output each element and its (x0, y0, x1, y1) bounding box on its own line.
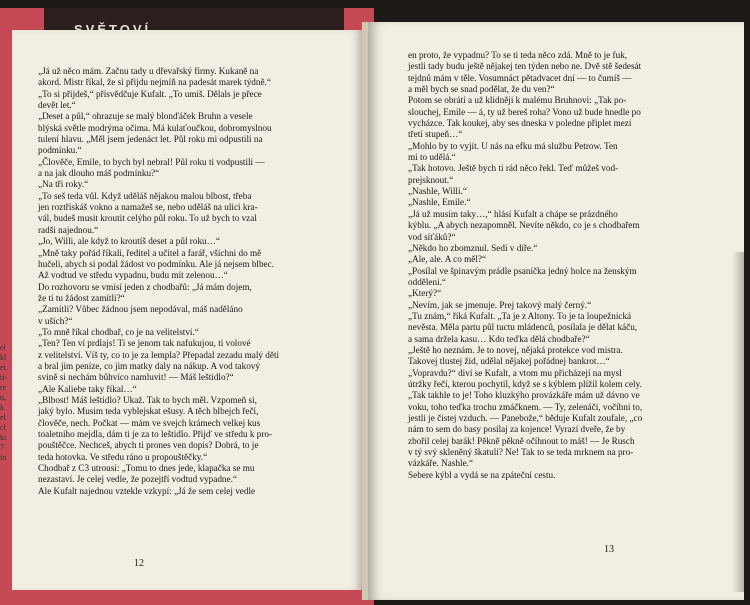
edge-text-fragment: cl (0, 423, 6, 432)
text-line: nevěsta. Měla partu půl tuctu mládenců, posílala je dělat káču, (408, 322, 638, 333)
text-line: voku, toho teďka trochu zmáčknem. — Ty, zelenáči, vočíhni to, (408, 401, 643, 412)
edge-text-fragment: kl (0, 353, 7, 362)
text-line: „Vopravdu?“ diví se Kufalt, a vtom mu přicházejí na mysl (408, 367, 622, 378)
text-line: zbořil celej barák! Pěkně pěkně očíhnout to máš! — Je Rusch (408, 435, 635, 446)
text-line: vycházce. Tak koukej, aby ses dneska v poledne připlet mezi (408, 118, 632, 129)
edge-text-fragment: in (0, 453, 7, 462)
text-line: Do rozhovoru se vmísí jeden z chodbařů: „Já mám dojem, (38, 281, 252, 292)
text-line: svině si nechám bůhvíco namluvit! — Máš leštidlo?“ (38, 372, 234, 383)
text-line: „Posílal ve špinavým prádle psaníčka jedný holce na ženským (408, 265, 637, 276)
text-line: kýblu. „A abych nezapomněl. Nevíte někdo, co je s chodbařem (408, 220, 640, 231)
text-line: jaký bylo. Musim teda vyblejskat ešusy. A těch blbejch řečí, (38, 406, 259, 417)
text-line: oddělení.“ (408, 276, 447, 287)
text-line: podmínku.“ (38, 145, 82, 156)
edge-text-fragment: el (0, 343, 6, 352)
edge-text-fragment: ki (0, 433, 7, 442)
text-line: „Který?“ (408, 288, 442, 299)
text-line: radši najednou.“ (38, 224, 99, 235)
text-line: Chodbař z C3 utrousí: „Tomu to dnes jede, klapačka se mu (38, 463, 255, 474)
text-line: „Tak hotovo. Ještě bych ti rád něco řekl. Teď můžeš vod- (408, 163, 619, 174)
text-line: v tý svý skleněný škatuli? Ne! Tak to se teda mrknem na pro- (408, 447, 634, 458)
text-line: devět let.“ (38, 100, 76, 111)
text-line: „Já už něco mám. Začnu tady u dřevařský firmy. Kukaně na (38, 66, 259, 76)
text-line: pouštěčce. Nechceš, abych ti prones ven dopis? Dobrá, to je (38, 440, 259, 451)
text-line: tulení hlavu. „Měl jsem jedenáct let. Půl roku mi odpustili na (38, 134, 263, 145)
text-line: útržky řečí, kterou pochytil, když se s kýblem plížil kolem cely. (408, 378, 642, 389)
edge-text-fragment: ei. (0, 363, 8, 372)
text-line: Ale Kufalt najednou vztekle vzkypí: „Já že sem celej vedle (38, 485, 256, 496)
text-line: „Ale Kaliebe taky říkal…“ (38, 383, 137, 394)
text-line: Až vodtud ve středu vypadnu, budu mít zelenou…“ (38, 270, 228, 281)
text-line: Potom se obrátí a už klidněji k malému Bruhnovi: „Tak po- (408, 95, 627, 106)
text-line: „Deset a půl,“ ohrazuje se malý blonďáček Bruhn a vesele (38, 111, 253, 122)
text-line: „Ještě ho neznám. Je to novej, nějaká protekce vod mistra. (408, 344, 623, 355)
left-page (12, 30, 362, 590)
text-line: jestli tady budu ještě nějakej ten týden nebo ne. Dvě stě šedesát (408, 61, 642, 72)
text-line: Sebere kýbl a vydá se na zpáteční cestu. (408, 469, 556, 480)
text-line: „Nashle, Emile.“ (408, 197, 471, 208)
text-line: „To seš teda vůl. Když uděláš nějakou malou blbost, třeba (38, 190, 252, 201)
text-line: vázkáře. Nashle.“ (408, 458, 474, 469)
text-line: „Člověče, Emile, to bych byl nebral! Půl roku ti vodpustili — (38, 156, 265, 167)
edge-text-fragment: ti- (0, 373, 8, 382)
text-line: a na jak dlouho máš podmínku?“ (38, 168, 160, 179)
text-line: a bral jim peníze, co jim matky daly na nákup. A vod takový (38, 360, 260, 371)
text-line: „Tu znám,“ říká Kufalt. „Ta je z Altony. To je ta loupežnická (408, 310, 632, 321)
text-line: Takovej tlustej žid, udělal nějakej pořádnej bankrot…“ (408, 356, 610, 367)
text-line: slouchej, Emile — á, ty už bereš roha? Vono už bude hnedle po (408, 106, 641, 117)
right-page (368, 22, 744, 600)
text-line: nám to sem do basy posílaj za kojence! Vyrazí dveře, že by (408, 424, 626, 435)
text-line: en proto, že vypadnu? To se ti teda něco zdá. Mně to je fuk, (408, 50, 628, 60)
edge-text-fragment: el (0, 413, 6, 422)
text-line: z velitelství. Víš ty, co to je za lempla? Přepadal zezadu malý děti (38, 349, 280, 360)
text-line: „Někdo ho zbomznul. Sedí v díře.“ (408, 242, 538, 253)
text-line: tejdnů mám v těle. Vosumnáct pětadvacet dní — to čumíš — (408, 72, 632, 83)
text-line: že ti tu žádost zamítli?“ (38, 292, 125, 303)
text-line: v uších?“ (38, 315, 73, 326)
text-line: „Jo, Willi, ale když to kroutíš deset a půl roku…“ (38, 236, 220, 247)
text-line: „Tak takhle to je! Toho kluzkýho provázkáře mám už dávno ve (408, 390, 640, 401)
text-line: prejsknout.“ (408, 174, 454, 185)
text-line: blýská světle modrýma očima. Má kulaťoučkou, dobromyslnou (38, 122, 272, 133)
text-line: „To mně říkal chodbař, co je na velitelství.“ (38, 326, 199, 337)
text-line: třetí stupeň…“ (408, 129, 463, 140)
edge-text-fragment: n, (0, 393, 6, 402)
edge-text-fragment: k (0, 403, 4, 412)
text-line: „Blbost! Máš leštidlo? Ukaž. Tak to bych měl. Vzpomeň si, (38, 394, 257, 405)
text-line: mi to udělá.“ (408, 152, 456, 163)
text-line: jestli je čistej vzduch. — Panebože,“ běduje Kufalt zoufale, „co (408, 413, 643, 423)
page-shadow (732, 252, 744, 592)
right-page-text (408, 50, 714, 481)
text-line: hučeli, abych si podal žádost vo podmínku. Ale já nejsem blbec. (38, 258, 275, 269)
text-line: a sama držela kasu… Kdo teďka dělá chodbaře?“ (408, 333, 590, 344)
text-line: vál, budeš musit kroutit celýho půl roku. To už bych to vzal (38, 213, 257, 224)
text-line: jen roztřískáš vokno a namažeš se, nebo uděláš na ulici kra- (38, 202, 258, 213)
text-line: „Nevím, jak se jmenuje. Prej takový malý černý.“ (408, 299, 592, 310)
text-line: vod síťáků?“ (408, 231, 456, 242)
edge-text-fragment: re (0, 383, 7, 392)
left-page-number: 12 (134, 558, 144, 569)
text-line: „Mně taky pořád říkali, ředitel a učitel a farář, všichni do mě (38, 247, 262, 258)
text-line: „Ten? Ten ví prdlajs! Ti se jenom tak nafukujou, ti volové (38, 338, 251, 349)
text-line: akord. Mistr říkal, že si přijdu nejmíň na padesát marek týdně.“ (38, 77, 271, 88)
text-line: „To si přijdeš,“ přisvědčuje Kufalt. „To umíš. Dělals je přece (38, 88, 262, 99)
text-line: „Já už musím taky…,“ hlásí Kufalt a chápe se prázdného (408, 208, 618, 219)
text-line: „Ale, ale. A co měl?“ (408, 254, 487, 265)
text-line: „Na tři roky.“ (38, 179, 89, 190)
text-line: nezastaví. Je celej vedle, že pozejtří vodtud vypadne.“ (38, 474, 237, 485)
text-line: člověče, nech. Počkat — mám ve svejch krámech velkej kus (38, 417, 261, 428)
left-page-text (38, 66, 343, 497)
text-line: „Zamítli? Vůbec žádnou jsem nepodával, máš naděláno (38, 304, 243, 315)
text-line: „Mohlo by to vyjít. U nás na efku má službu Petrow. Ten (408, 140, 618, 151)
text-line: a měl bych se snad podělat, že du ven?“ (408, 84, 555, 95)
right-page-number: 13 (604, 544, 614, 555)
text-line: teda hotovka. Ve středu ráno u propouštěčky.“ (38, 451, 208, 462)
text-line: „Nashle, Willi.“ (408, 186, 467, 197)
edge-text-fragment: 7 (0, 443, 4, 452)
text-line: toaletního mejdla, dám ti je za to leštidlo. Přijď ve středu k pro- (38, 429, 273, 439)
